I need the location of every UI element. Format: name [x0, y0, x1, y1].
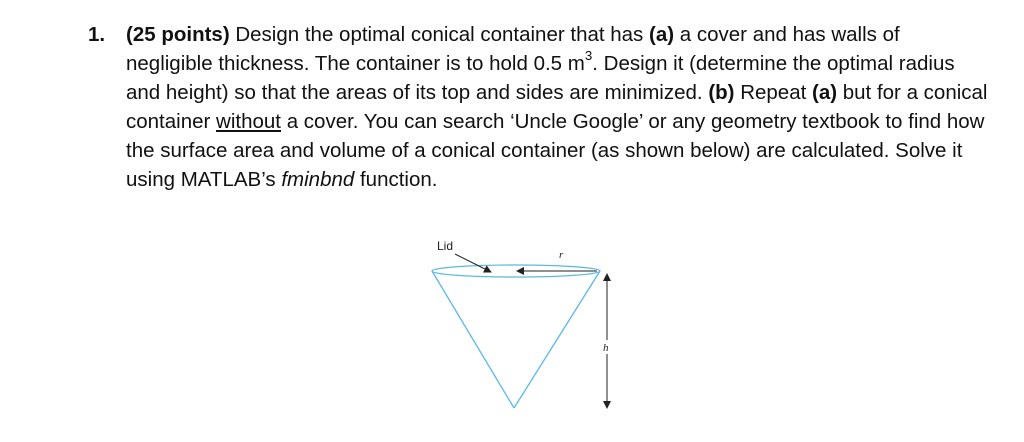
cone-diagram: [425, 230, 635, 415]
problem-number: 1.: [88, 23, 106, 46]
height-label: h: [603, 342, 609, 354]
part-b-label: (b): [708, 81, 735, 104]
statement-text-3: . Design it (determine the optimal radius and height) so that the areas of its top and sides are minimized.: [126, 52, 955, 104]
volume-exponent: 3: [584, 48, 593, 64]
problem-1: [88, 20, 988, 194]
part-a-label: (a): [649, 23, 675, 46]
points-label: (25 points): [126, 23, 230, 46]
problem-statement: [126, 20, 988, 194]
cone-right-side: [514, 271, 600, 408]
statement-text-4: Repeat: [734, 81, 812, 104]
statement-text-6: a cover. You can search ‘Uncle Google’ or any geometry textbook to find how the surface area and volume of a conical container (as shown below) are calculated. Solve it using MATLAB’s: [126, 110, 985, 191]
cone-left-side: [432, 271, 514, 408]
lid-label: Lid: [437, 239, 454, 253]
lid-pointer-arrow: [455, 254, 491, 272]
radius-label: r: [559, 249, 564, 261]
statement-text-5: but for a conical container: [126, 81, 988, 133]
statement-text-1: Design the optimal conical container that has: [229, 23, 650, 46]
cone-figure: [425, 230, 635, 415]
function-name: fminbnd: [281, 168, 355, 191]
statement-text-2: a cover and has walls of negligible thickness. The container is to hold 0.5 m: [126, 23, 900, 75]
without-emphasis: without: [216, 110, 281, 133]
statement-text-7: function.: [354, 168, 438, 191]
part-a-reference: (a): [812, 81, 838, 104]
